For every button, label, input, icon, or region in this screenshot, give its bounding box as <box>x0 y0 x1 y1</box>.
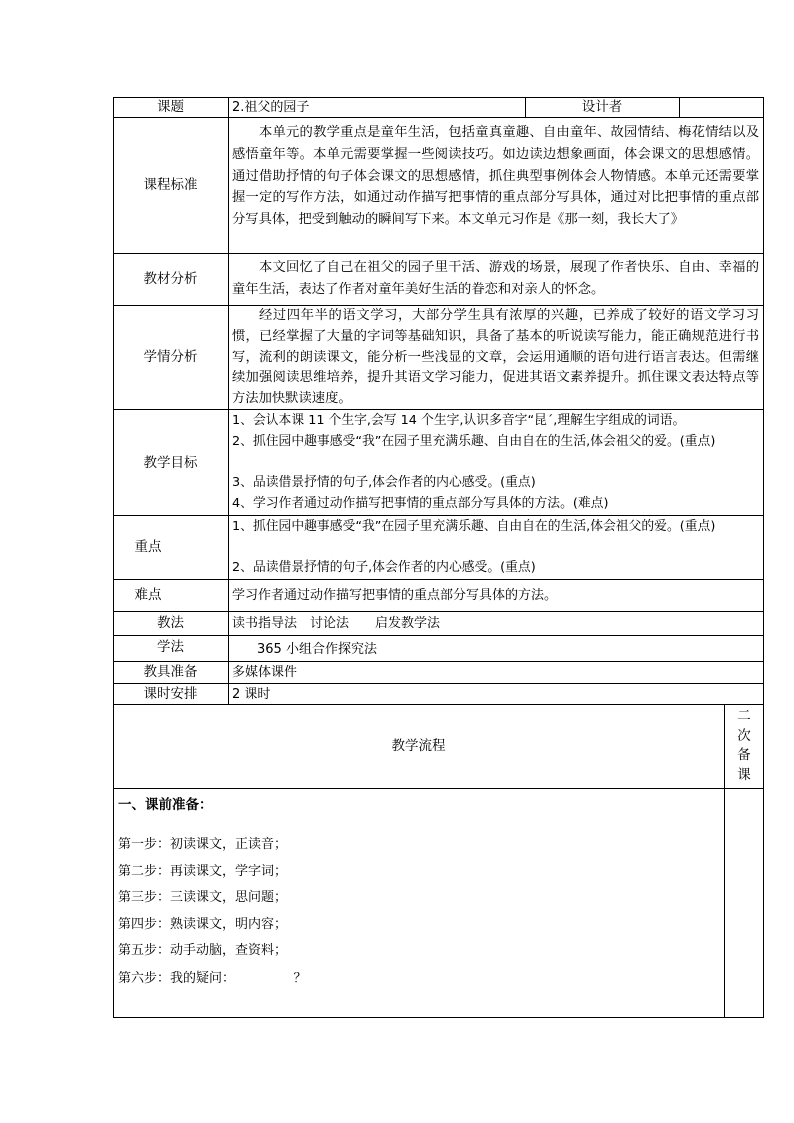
rule-after-difficulty <box>113 611 764 612</box>
material-label: 教材分析 <box>143 271 198 287</box>
schedule-label: 课时安排 <box>143 686 198 702</box>
process-side-note <box>733 707 755 785</box>
goals-label: 教学目标 <box>143 455 198 471</box>
rule-notes-col <box>724 704 725 1017</box>
students-text: 经过四年半的语文学习，大部分学生具有浓厚的兴趣，已养成了较好的语文学习习惯，已经掌握了大量的字词等基础知识，具备了基本的听说读写能力，能正确规范进行书写，流利的朗读课文，能分析一些浅显的文章，会运用通顺的语句进行语言表达。但需继续加强阅读思维培养，提升其语文学习能力，促进其语文素养提升。抓住课文表达特点等方法加快默读速度。 <box>232 308 759 407</box>
rule-top <box>113 97 764 98</box>
rule-after-prep <box>113 683 764 684</box>
step-6: 第六步：我的疑问： ？ <box>118 971 307 986</box>
difficulty-text: 学习作者通过动作描写把事情的重点部分写具体的方法。 <box>232 588 558 603</box>
curriculum-text: 本单元的教学重点是童年生活，包括童真童趣、自由童年、故园情结、梅花情结以及感悟童年等。本单元需要掌握一些阅读技巧。如边读边想象画面，体会课文的思想感情。通过借助抒情的句子体会课文的思想感情，抓住典型事例体会人物情感。本单元还需要掌握一定的写作方法，如通过动作描写把事情的重点部分写具体，通过对比把事情的重点部分写具体，把受到触动的瞬间写下来。本文单元习作是《那一刻，我长大了》 <box>232 125 759 228</box>
rule-left <box>113 97 114 1018</box>
goal-item-4: 4、学习作者通过动作描写把事情的重点部分写具体的方法。(难点) <box>232 496 609 511</box>
side-note-char-3: 备 <box>737 747 751 763</box>
key-point-item-1: 1、抓住园中趣事感受“我”在园子里充满乐趣、自由自在的生活,体会祖父的爱。(重点) <box>232 519 716 534</box>
step-2: 第二步：再读课文，学字词； <box>118 864 288 879</box>
topic-label: 课题 <box>157 99 184 115</box>
prep-text: 多媒体课件 <box>232 665 298 680</box>
rule-after-process-header <box>113 788 764 789</box>
learning-method-text: 365 小组合作探究法 <box>257 642 377 657</box>
rule-after-teaching-method <box>113 635 764 636</box>
material-text: 本文回忆了自己在祖父的园子里干活、游戏的场景，展现了作者快乐、自由、幸福的童年生活，表达了作者对童年美好生活的眷恋和对亲人的怀念。 <box>232 260 759 297</box>
rule-right <box>763 97 764 1018</box>
difficulty-label: 难点 <box>134 587 162 603</box>
topic-value: 2.祖父的园子 <box>232 100 310 115</box>
rule-after-curriculum <box>113 253 764 254</box>
teaching-method-label: 教法 <box>157 615 184 631</box>
step-1: 第一步：初读课文，正读音； <box>118 837 288 852</box>
rule-designer-right <box>679 97 680 117</box>
rule-after-learning-method <box>113 661 764 662</box>
designer-label: 设计者 <box>581 99 623 115</box>
key-point-item-2: 2、品读借景抒情的句子,体会作者的内心感受。(重点) <box>232 560 536 575</box>
rule-after-goals <box>113 515 764 516</box>
goal-item-3: 3、品读借景抒情的句子,体会作者的内心感受。(重点) <box>232 475 536 490</box>
side-note-char-4: 课 <box>737 766 751 783</box>
key-points-label: 重点 <box>134 539 162 555</box>
step-4: 第四步：熟读课文，明内容； <box>118 917 288 932</box>
goal-item-2: 2、抓住园中趣事感受“我”在园子里充满乐趣、自由自在的生活,体会祖父的爱。(重点) <box>232 434 716 449</box>
rule-bottom <box>113 1017 764 1018</box>
rule-label-col <box>228 97 229 704</box>
goal-item-1: 1、会认本课 11 个生字,会写 14 个生字,认识多音字“昆ˊ,理解生字组成的词语。 <box>232 413 686 428</box>
curriculum-label: 课程标准 <box>143 177 198 193</box>
step-3: 第三步：三读课文，思问题； <box>118 890 288 905</box>
prep-label: 教具准备 <box>143 664 198 680</box>
step-5: 第五步：动手动脑，查资料； <box>118 943 288 958</box>
side-note-char-2: 次 <box>737 727 751 744</box>
students-label: 学情分析 <box>143 349 198 365</box>
rule-after-keypoints <box>113 579 764 580</box>
learning-method-label: 学法 <box>157 639 184 655</box>
teaching-method-text: 读书指导法 讨论法 启发教学法 <box>232 616 441 631</box>
rule-after-schedule <box>113 704 764 705</box>
schedule-text: 2 课时 <box>232 687 271 702</box>
process-title: 教学流程 <box>391 738 446 754</box>
rule-after-topic <box>113 117 764 118</box>
side-note-char-1: 二 <box>737 708 751 724</box>
section-heading: 一、课前准备： <box>118 797 213 813</box>
